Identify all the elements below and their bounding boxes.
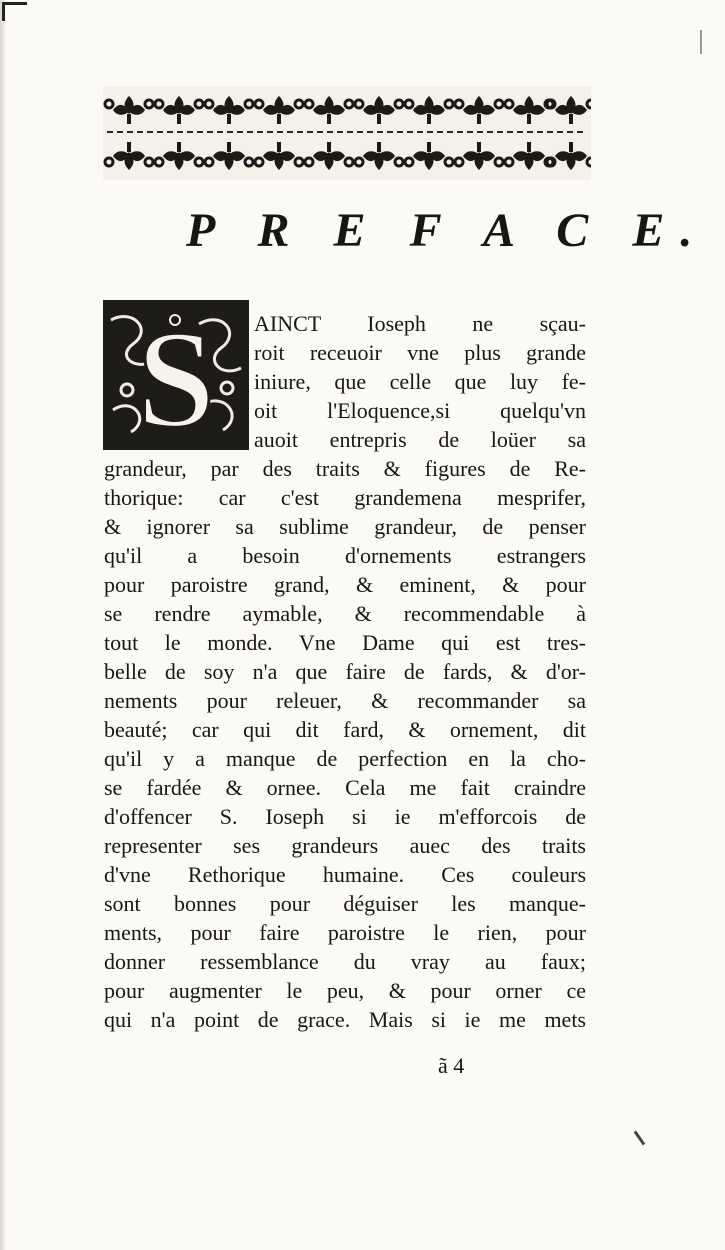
text-line: thorique: car c'est grandemena mesprifer, xyxy=(104,485,586,510)
text-line: representer ses grandeurs auec des traits xyxy=(104,833,586,858)
text-line: oit l'Eloquence,si quelqu'vn xyxy=(254,398,586,423)
text-line: pour augmenter le peu, & pour orner ce xyxy=(104,978,586,1003)
text-line: d'offencer S. Ioseph si ie m'efforcois de xyxy=(104,804,586,829)
text-line: se rendre aymable, & recommendable à xyxy=(104,601,586,626)
text-line: qu'il y a manque de perfection en la cho- xyxy=(104,746,586,771)
text-line: tout le monde. Vne Dame qui est tres- xyxy=(104,630,586,655)
text-line: qu'il a besoin d'ornements estrangers xyxy=(104,543,586,568)
text-line: nements pour releuer, & recommander sa xyxy=(104,688,586,713)
text-line: ments, pour faire paroistre le rien, pour xyxy=(104,920,586,945)
text-line: se fardée & ornee. Cela me fait craindre xyxy=(104,775,586,800)
text-line: qui n'a point de grace. Mais si ie me mets xyxy=(104,1007,586,1032)
text-line: sont bonnes pour déguiser les manque- xyxy=(104,891,586,916)
text-line: iniure, que celle que luy fe- xyxy=(254,369,586,394)
text-line: & ignorer sa sublime grandeur, de penser xyxy=(104,514,586,539)
ink-speck xyxy=(700,30,702,54)
text-line: roit receuoir vne plus grande xyxy=(254,340,586,365)
page-title: P R E F A C E. xyxy=(186,204,709,257)
text-line: belle de soy n'a que faire de fards, & d'or- xyxy=(104,659,586,684)
text-line: auoit entrepris de loüer sa xyxy=(254,427,586,452)
text-line: grandeur, par des traits & figures de Re- xyxy=(104,456,586,481)
drop-cap-letter: S xyxy=(137,302,215,450)
text-line: beauté; car qui dit fard, & ornement, dit xyxy=(104,717,586,742)
text-line: pour paroistre grand, & eminent, & pour xyxy=(104,572,586,597)
text-line: AINCT Ioseph ne sçau- xyxy=(254,311,586,336)
text-line: donner ressemblance du vray au faux; xyxy=(104,949,586,974)
signature-mark: ã 4 xyxy=(438,1053,465,1078)
text-line: d'vne Rethorique humaine. Ces couleurs xyxy=(104,862,586,887)
